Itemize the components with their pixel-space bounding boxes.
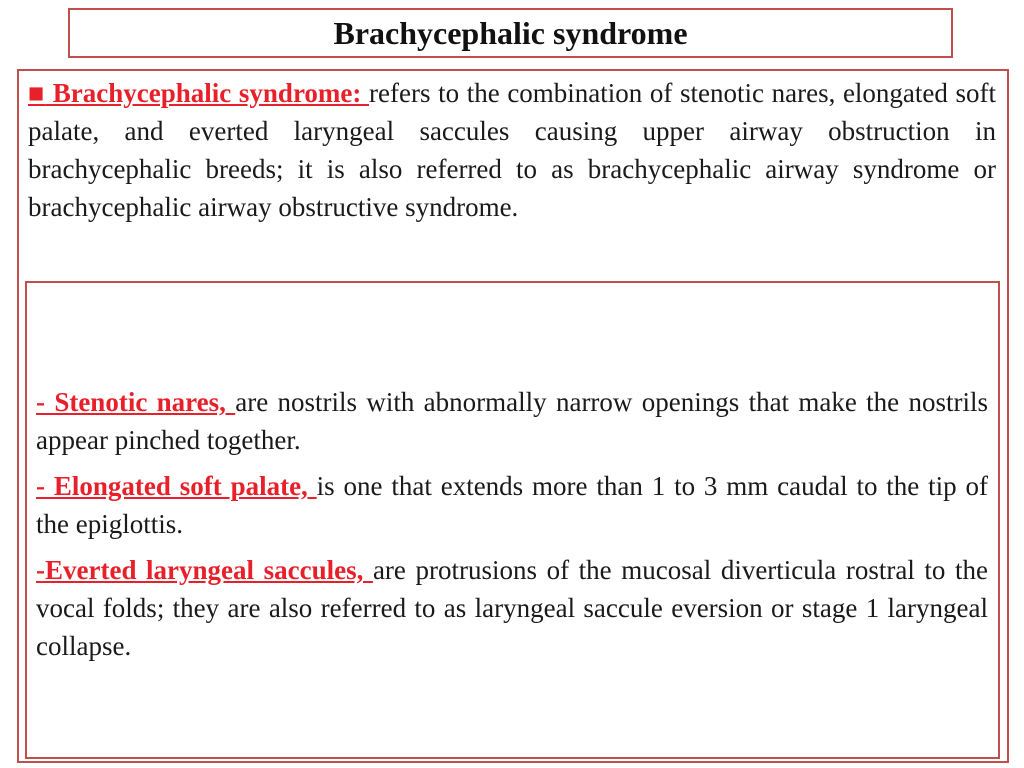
definition-term: - Elongated soft palate,	[36, 471, 317, 501]
intro-term: Brachycephalic syndrome:	[45, 78, 370, 108]
definition-item	[36, 551, 988, 665]
slide-title: Brachycephalic syndrome	[333, 14, 688, 51]
definitions-list	[36, 383, 988, 673]
definition-item	[36, 467, 988, 543]
definition-text: is one that extends more than 1 to 3 mm caudal to the tip of the epiglottis.	[36, 471, 988, 539]
definition-term: -Everted laryngeal saccules,	[36, 555, 373, 585]
definition-text: are protrusions of the mucosal diverticula rostral to the vocal folds; they are also referred to as laryngeal saccule eversion or stage 1 laryngeal collapse.	[36, 555, 988, 661]
bullet-icon: ■	[28, 78, 46, 108]
definition-item	[36, 383, 988, 459]
title-box	[68, 8, 953, 58]
definition-term: - Stenotic nares,	[36, 387, 236, 417]
definition-text: are nostrils with abnormally narrow openings that make the nostrils appear pinched together.	[36, 387, 989, 455]
intro-text: refers to the combination of stenotic nares, elongated soft palate, and everted laryngeal saccules causing upper airway obstruction in brachycephalic breeds; it is also referred to as brachycephalic airway syndrome or brachycephalic airway obstructive syndrome.	[28, 78, 997, 222]
intro-paragraph	[28, 74, 996, 226]
